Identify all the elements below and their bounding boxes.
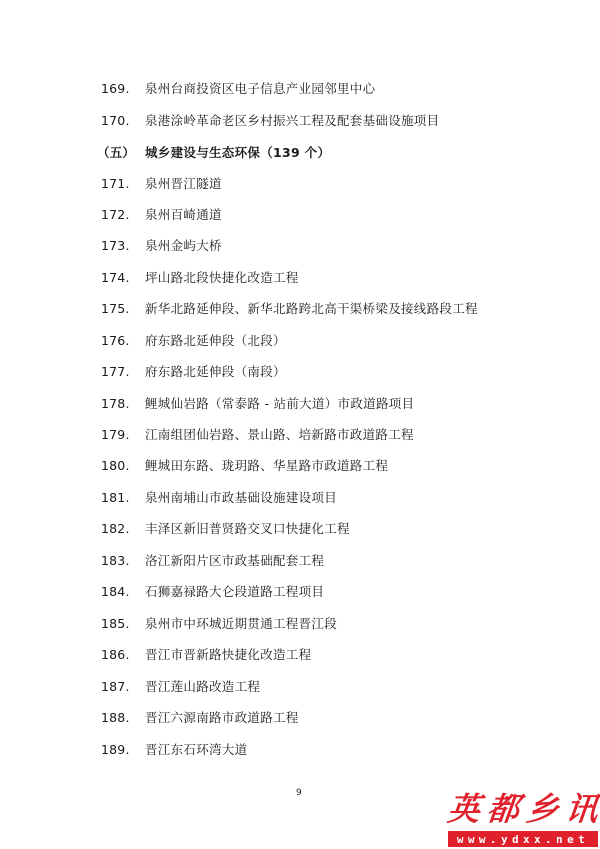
item-text: 泉港涂岭革命老区乡村振兴工程及配套基础设施项目 (145, 113, 440, 128)
item-number: 179. (101, 426, 130, 442)
item-number: 170. (101, 112, 130, 128)
item-number: 188. (101, 709, 130, 725)
list-item (101, 267, 299, 287)
watermark-char: 都 (485, 790, 522, 828)
list-item (101, 487, 337, 507)
item-text: 泉州市中环城近期贯通工程晋江段 (145, 616, 338, 631)
item-number: 175. (101, 300, 130, 316)
item-number: 186. (101, 646, 130, 662)
watermark-char: 讯 (563, 790, 600, 828)
item-number: 184. (101, 583, 130, 599)
item-number: 171. (101, 175, 130, 191)
item-text: 丰泽区新旧普贤路交叉口快捷化工程 (145, 521, 350, 536)
list-item (101, 550, 324, 570)
item-text: 晋江东石环湾大道 (145, 742, 248, 757)
item-text: 泉州金屿大桥 (145, 238, 222, 253)
item-number: 187. (101, 678, 130, 694)
item-number: 172. (101, 206, 130, 222)
list-item (101, 518, 350, 538)
list-item (101, 707, 299, 727)
list-item (101, 424, 414, 444)
section-number: （五） (97, 145, 136, 160)
list-item (101, 173, 222, 193)
item-number: 174. (101, 269, 130, 285)
item-text: 泉州南埔山市政基础设施建设项目 (145, 490, 338, 505)
item-number: 181. (101, 489, 130, 505)
list-item (101, 581, 324, 601)
watermark-calligraphy (446, 786, 600, 828)
item-text: 泉州百崎通道 (145, 207, 222, 222)
item-number: 177. (101, 363, 130, 379)
item-number: 180. (101, 457, 130, 473)
list-item (101, 235, 222, 255)
item-text: 洛江新阳片区市政基础配套工程 (145, 553, 325, 568)
watermark-char: 乡 (524, 790, 561, 828)
item-number: 185. (101, 615, 130, 631)
item-text: 新华北路延伸段、新华北路跨北高干渠桥梁及接线路段工程 (145, 301, 478, 316)
watermark-logo (445, 786, 600, 848)
item-number: 178. (101, 395, 130, 411)
item-text: 晋江莲山路改造工程 (145, 679, 261, 694)
watermark-url: www.ydxx.net (448, 831, 598, 847)
list-item (101, 676, 260, 696)
section-heading (97, 142, 330, 162)
item-number: 183. (101, 552, 130, 568)
list-item (101, 110, 439, 130)
item-text: 鲤城仙岩路（常泰路 - 站前大道）市政道路项目 (145, 396, 415, 411)
list-item (101, 739, 247, 759)
item-text: 府东路北延伸段（北段） (145, 333, 286, 348)
list-item (101, 393, 414, 413)
item-text: 坪山路北段快捷化改造工程 (145, 270, 299, 285)
item-number: 176. (101, 332, 130, 348)
item-text: 石狮嘉禄路大仑段道路工程项目 (145, 584, 325, 599)
item-number: 169. (101, 80, 130, 96)
item-text: 鲤城田东路、珑玥路、华星路市政道路工程 (145, 458, 389, 473)
list-item (101, 78, 375, 98)
list-item (101, 644, 311, 664)
list-item (101, 455, 388, 475)
watermark-char: 英 (445, 790, 482, 828)
item-number: 189. (101, 741, 130, 757)
item-text: 府东路北延伸段（南段） (145, 364, 286, 379)
item-number: 173. (101, 237, 130, 253)
item-text: 泉州晋江隧道 (145, 176, 222, 191)
item-text: 泉州台商投资区电子信息产业园邻里中心 (145, 81, 376, 96)
page-number: 9 (296, 788, 302, 798)
list-item (101, 613, 337, 633)
item-text: 晋江六源南路市政道路工程 (145, 710, 299, 725)
section-title: 城乡建设与生态环保（139 个） (145, 145, 331, 160)
item-number: 182. (101, 520, 130, 536)
list-item (101, 298, 478, 318)
list-item (101, 361, 286, 381)
item-text: 江南组团仙岩路、景山路、培新路市政道路工程 (145, 427, 414, 442)
item-text: 晋江市晋新路快捷化改造工程 (145, 647, 312, 662)
list-item (101, 330, 286, 350)
list-item (101, 204, 222, 224)
